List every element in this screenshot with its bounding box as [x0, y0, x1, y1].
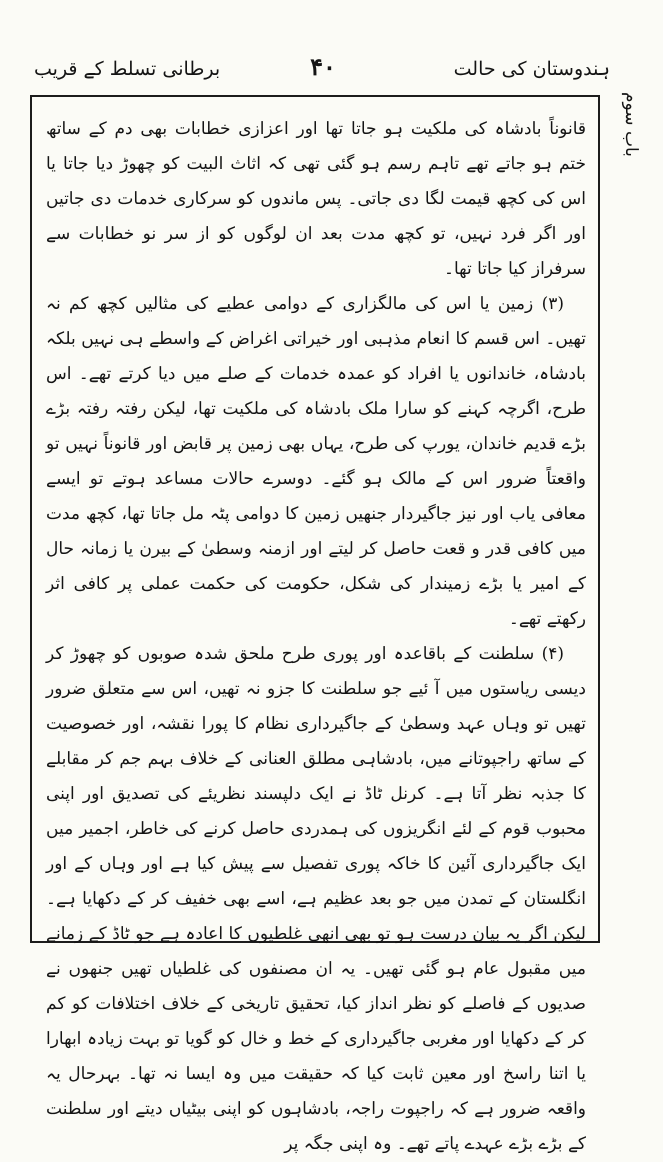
- paragraph: (۳) زمین یا اس کی مالگزاری کے دوامی عطیے کی مثالیں کچھ کم نہ تھیں۔ اس قسم کا انعام مذہبی اور خیراتی اغراض کے واسطے ہی نہیں بلکہ بادشاہ، خاندانوں یا افراد کو عمدہ خدمات کے صلے میں دیا کرتے تھے۔ اس طرح، اگرچہ کہنے کو سارا ملک بادشاہ کی ملکیت تھا، لیکن رفتہ رفتہ بڑے بڑے قدیم خاندان، یورپ کی طرح، یہاں بھی زمین پر قابض اور قانوناً نہیں تو واقعتاً ضرور اس کے مالک ہو گئے۔ دوسرے حالات مساعد ہوتے تو ایسے معافی یاب اور نیز جاگیردار جنھیں زمین کا دوامی پٹہ مل جاتا تھا، کچھ مدت میں کافی قدر و قعت حاصل کر لیتے اور ازمنہ وسطیٰ کے بیرن یا زمانہ حال کے امیر یا بڑے زمیندار کی شکل، حکومت کی حکمت عملی پر کافی اثر رکھتے تھے۔: [46, 294, 586, 629]
- chapter-title: ہندوستان کی حالت: [453, 58, 610, 80]
- section-title: برطانی تسلط کے قریب: [34, 58, 221, 80]
- paragraph: (۴) سلطنت کے باقاعدہ اور پوری طرح ملحق شدہ صوبوں کو چھوڑ کر دیسی ریاستوں میں آ ئیے جو سلطنت کا جزو نہ تھیں، اس سے متعلق ضرور تھیں تو وہاں عہد وسطیٰ کے جاگیرداری نظام کا پورا نقشہ، اور خصوصیت کے ساتھ راجپوتانے میں، بادشاہی مطلق العنانی کے خلاف بہم جم کر مقابلے کا جذبہ نظر آتا ہے۔ کرنل ٹاڈ نے ایک دلپسند نظریئے کی تصدیق اور اپنی محبوب قوم کے لئے انگریزوں کی ہمدردی حاصل کرنے کی خاطر، اجمیر میں ایک جاگیرداری آئین کا خاکہ پوری تفصیل سے پیش کیا ہے اور وہاں کے اور انگلستان کے تمدن میں جو بعد عظیم ہے، اسے بھی خفیف کر کے دکھایا ہے۔ لیکن اگر یہ بیان درست ہو تو بھی انھی غلطیوں کا اعادہ ہے جو ٹاڈ کے زمانے میں مقبول عام ہو گئی تھیں۔ یہ ان مصنفوں کی غلطیاں تھیں جنھوں نے صدیوں کے فاصلے کو نظر انداز کیا، تحقیق تاریخی کے خلاف اختلافات کو کم کر کے دکھایا اور مغربی جاگیرداری کے خط و خال کو گویا تو بہت زیادہ ابھارا یا اتنا راسخ اور معین ثابت کیا کہ حقیقت میں وہ ایسا نہ تھا۔ بہرحال یہ واقعہ ضرور ہے کہ راجپوت راجہ، بادشاہوں کو اپنی بیٹیاں دیتے اور سلطنت کے بڑے بڑے عہدے پاتے تھے۔ وہ اپنی جگہ پر: [46, 644, 586, 1154]
- running-header: [28, 48, 618, 92]
- page-number: ۴۰: [310, 52, 336, 81]
- body-text: [46, 112, 586, 1154]
- chapter-margin-label: باب سوم: [621, 92, 641, 157]
- paragraph: قانوناً بادشاہ کی ملکیت ہو جاتا تھا اور اعزازی خطابات بھی دم کے ساتھ ختم ہو جاتے تھے تاہم رسم ہو گئی تھی کہ اثاث البیت کو چھوڑ دیا جاتا یا اس کی کچھ قیمت لگا دی جاتی۔ پس ماندوں کو سرکاری خدمات دی جاتیں اور اگر فرد نہیں، تو کچھ مدت بعد ان لوگوں کو از سر نو خطابات سے سرفراز کیا جاتا تھا۔: [46, 119, 586, 279]
